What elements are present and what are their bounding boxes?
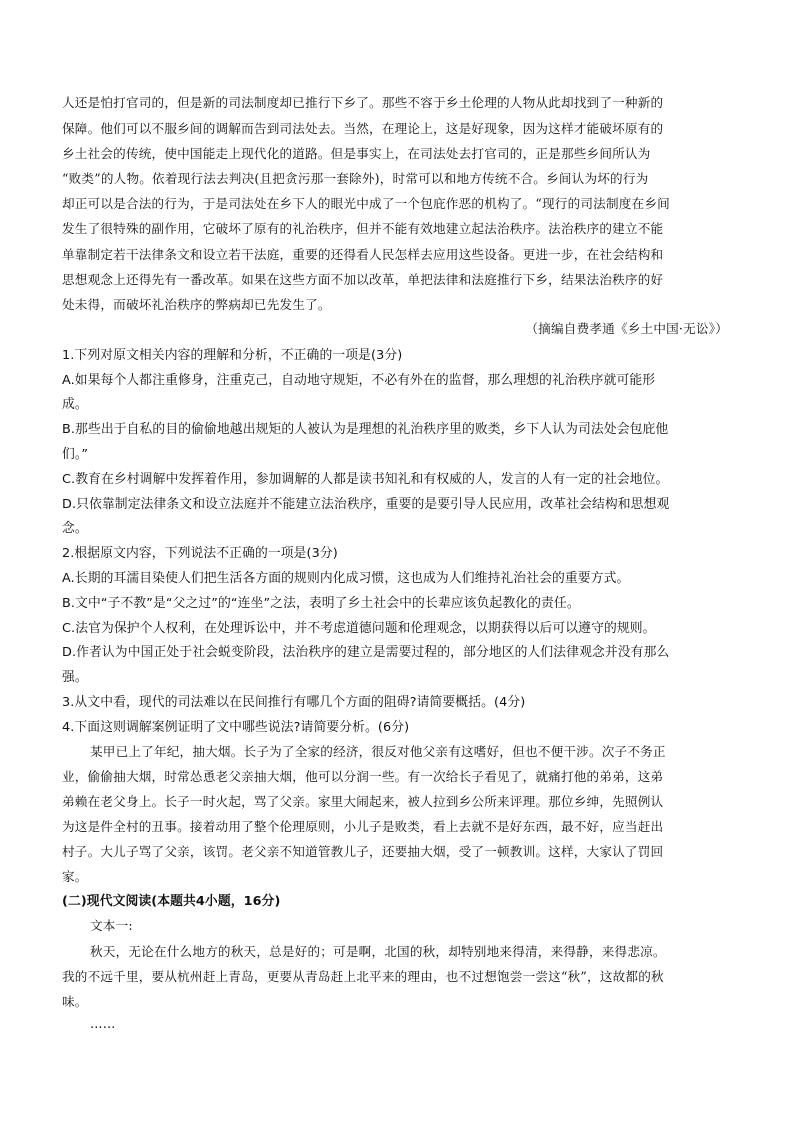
case-line: 弟赖在老父身上。长子一时火起，骂了父亲。家里大闹起来，被人拉到乡公所来评理。那位乡绅，先照例认 — [62, 794, 664, 809]
text1-line: 味。 — [62, 994, 88, 1009]
case-line: 为这是件全村的丑事。接着动用了整个伦理原则，小儿子是败类，看上去就不是好东西，最不好，应当赶出 — [62, 819, 664, 834]
q2-option-c: C.法官为保护个人权利，在处理诉讼中，并不考虑道德问题和伦理观念，以期获得以后可以遵守的规则。 — [62, 621, 656, 636]
case-line: 业，偷偷抽大烟，时常怂恿老父亲抽大烟，他可以分润一些。有一次给长子看见了，就痛打他的弟弟，这弟 — [62, 769, 664, 784]
q2-option-a: A.长期的耳濡目染使人们把生活各方面的规则内化成习惯，这也成为人们维持礼治社会的重要方式。 — [62, 571, 630, 586]
passage-line: 人还是怕打官司的，但是新的司法制度却已推行下乡了。那些不容于乡土伦理的人物从此却找到了一种新的 — [62, 95, 664, 110]
case-line: 某甲已上了年纪，抽大烟。长子为了全家的经济，很反对他父亲有这嗜好，但也不便干涉。次子不务正 — [90, 744, 666, 759]
q1-option-a-cont: 成。 — [62, 397, 88, 412]
section-2-heading: (二)现代文阅读(本题共4小题，16分) — [62, 894, 281, 909]
passage-source: （摘编自费孝通《乡土中国·无讼》） — [525, 321, 728, 336]
passage-line: 保障。他们可以不服乡间的调解而告到司法处去。当然，在理论上，这是好现象，因为这样才能破坏原有的 — [62, 121, 664, 136]
question-4: 4.下面这则调解案例证明了文中哪些说法?请简要分析。(6分) — [62, 720, 410, 735]
passage-line: 处未得，而破坏礼治秩序的弊病却已先发生了。 — [62, 297, 331, 312]
q2-option-d-cont: 强。 — [62, 670, 88, 685]
q1-option-b-cont: 们。” — [62, 447, 89, 462]
case-line: 村子。大儿子骂了父亲，该罚。老父亲不知道管教儿子，还要抽大烟，受了一顿教训。这样，大家认了罚回 — [62, 844, 664, 859]
q1-option-a: A.如果每个人都注重修身，注重克己，自动地守规矩，不必有外在的监督，那么理想的礼治秩序就可能形 — [62, 373, 656, 388]
case-line: 家。 — [62, 869, 88, 884]
question-1-stem: 1.下列对原文相关内容的理解和分析，不正确的一项是(3分) — [62, 348, 403, 363]
q1-option-b: B.那些出于自私的目的偷偷地越出规矩的人被认为是理想的礼治秩序里的败类，乡下人认为司法处会包庇他 — [62, 422, 669, 437]
question-3: 3.从文中看，现代的司法难以在民间推行有哪几个方面的阻碍?请简要概括。(4分) — [62, 695, 526, 710]
q2-option-d: D.作者认为中国正处于社会蜕变阶段，法治秩序的建立是需要过程的，部分地区的人们法律观念并没有那么 — [62, 645, 670, 660]
passage-line: 乡土社会的传统，使中国能走上现代化的道路。但是事实上，在司法处去打官司的，正是那些乡间所认为 — [62, 146, 651, 161]
passage-line: 思想观念上还得先有一番改革。如果在这些方面不加以改革，单把法律和法庭推行下乡，结果法治秩序的好 — [62, 272, 664, 287]
question-2-stem: 2.根据原文内容，下列说法不正确的一项是(3分) — [62, 546, 338, 561]
passage-line: 发生了很特殊的副作用，它破坏了原有的礼治秩序，但并不能有效地建立起法治秩序。法治秩序的建立不能 — [62, 221, 664, 236]
ellipsis: …… — [90, 1016, 116, 1031]
passage-line: 单靠制定若干法律条文和设立若干法庭，重要的还得看人民怎样去应用这些设备。更进一步，在社会结构和 — [62, 247, 664, 262]
q1-option-d: D.只依靠制定法律条文和设立法庭并不能建立法治秩序，重要的是要引导人民应用，改革社会结构和思想观 — [62, 497, 670, 512]
q1-option-d-cont: 念。 — [62, 521, 88, 536]
passage-line: 却正可以是合法的行为，于是司法处在乡下人的眼光中成了一个包庇作恶的机构了。“现行的司法制度在乡间 — [62, 196, 670, 211]
passage-line: “败类”的人物。依着现行法去判决(且把贪污那一套除外)，时常可以和地方传统不合。乡间认为坏的行为 — [62, 171, 649, 186]
text1-line: 秋天，无论在什么地方的秋天，总是好的；可是啊，北国的秋，却特别地来得清，来得静，来得悲凉。 — [90, 944, 666, 959]
q1-option-c: C.教育在乡村调解中发挥着作用，参加调解的人都是读书知礼和有权威的人，发言的人有一定的社会地位。 — [62, 472, 669, 487]
text1-line: 我的不远千里，要从杭州赶上青岛，更要从青岛赶上北平来的理由，也不过想饱尝一尝这“秋”，这故都的秋 — [62, 969, 664, 984]
q2-option-b: B.文中“子不教”是“父之过”的“连坐”之法，表明了乡土社会中的长辈应该负起教化的责任。 — [62, 596, 580, 611]
text1-label: 文本一: — [90, 918, 133, 933]
